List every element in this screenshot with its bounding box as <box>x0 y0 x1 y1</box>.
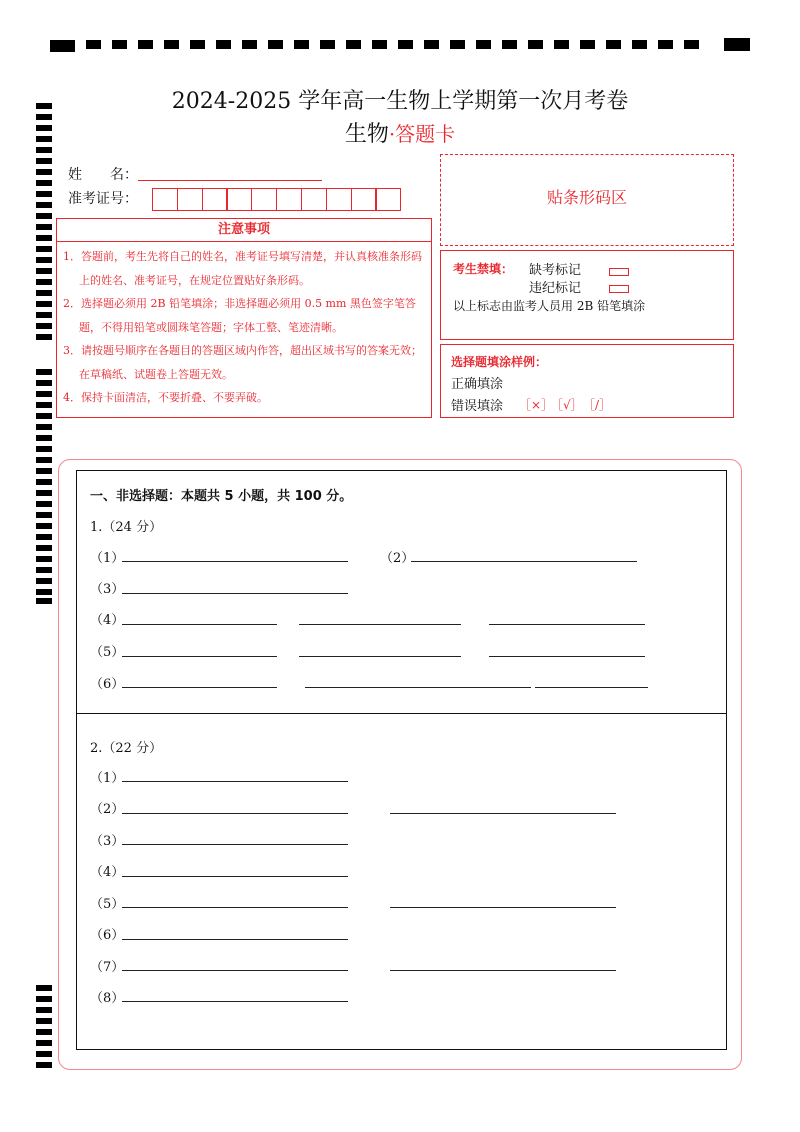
q2-label: 2.（22 分） <box>90 741 163 756</box>
answer-line[interactable] <box>390 813 616 814</box>
answer-line[interactable] <box>122 844 348 845</box>
id-cell[interactable] <box>202 188 228 211</box>
question-divider <box>76 713 727 714</box>
q2-part-label: （2） <box>90 802 125 817</box>
answer-line[interactable] <box>299 656 461 657</box>
answer-line[interactable] <box>390 970 616 971</box>
answer-line[interactable] <box>489 656 645 657</box>
id-cell[interactable] <box>226 188 252 211</box>
notice-item: 1．答题前，考生先将自己的姓名，准考证号填写清楚，并认真核准条形码上的姓名、准考证号，在规定位置贴好条形码。 <box>63 250 422 287</box>
violation-label: 违纪标记 <box>529 281 582 296</box>
banned-title: 考生禁填： <box>453 262 514 276</box>
barcode-area <box>440 154 734 246</box>
section-title: 一、非选择题：本题共 5 小题，共 100 分。 <box>90 489 353 504</box>
banned-box <box>440 250 734 340</box>
name-label: 姓 名： <box>68 167 138 183</box>
notice-item: 3．请按题号顺序在各题目的答题区域内作答，超出区域书写的答案无效；在草稿纸、试题卷上答题无效。 <box>63 344 422 381</box>
answer-line[interactable] <box>122 687 277 688</box>
answer-line[interactable] <box>122 656 277 657</box>
id-cell[interactable] <box>351 188 377 211</box>
notice-heading: 注意事项 <box>57 219 431 242</box>
id-cell[interactable] <box>375 188 401 211</box>
answer-line[interactable] <box>122 813 348 814</box>
answer-line[interactable] <box>390 907 616 908</box>
answer-line[interactable] <box>411 561 637 562</box>
id-cell[interactable] <box>301 188 327 211</box>
wrong-mark-slash: ［/］ <box>583 398 612 412</box>
q2-part-label: （6） <box>90 928 125 943</box>
name-field[interactable] <box>138 180 322 181</box>
id-number-cells[interactable] <box>152 188 400 211</box>
id-cell[interactable] <box>152 188 178 211</box>
q2-part-label: （1） <box>90 771 125 786</box>
q1-part-label: （5） <box>90 645 125 660</box>
wrong-mark-x: ［×］ <box>519 398 554 412</box>
q1-part-label: （1） <box>90 551 125 566</box>
answer-line[interactable] <box>122 624 277 625</box>
answer-line[interactable] <box>122 1001 348 1002</box>
answer-line[interactable] <box>305 687 531 688</box>
q2-part-label: （7） <box>90 960 125 975</box>
subject-label: 生物 <box>344 122 389 147</box>
answer-line[interactable] <box>122 939 348 940</box>
card-subtitle: ·答题卡 <box>388 122 456 146</box>
answer-line[interactable] <box>122 781 348 782</box>
answer-line[interactable] <box>122 876 348 877</box>
answer-line[interactable] <box>535 687 648 688</box>
notice-box <box>56 218 432 418</box>
banned-note: 以上标志由监考人员用 2B 铅笔填涂 <box>453 299 646 313</box>
q1-part-label: （4） <box>90 613 125 628</box>
q1-label: 1.（24 分） <box>90 520 163 535</box>
q2-part-label: （4） <box>90 865 125 880</box>
id-cell[interactable] <box>326 188 352 211</box>
wrong-mark-check: ［√］ <box>551 398 583 412</box>
answer-line[interactable] <box>122 970 348 971</box>
barcode-label: 贴条形码区 <box>546 188 627 207</box>
answer-line[interactable] <box>122 561 348 562</box>
q2-part-label: （5） <box>90 897 125 912</box>
answer-line[interactable] <box>122 907 348 908</box>
q1-part-label: （3） <box>90 582 125 597</box>
correct-label: 正确填涂 <box>451 377 504 392</box>
q2-part-label: （8） <box>90 991 125 1006</box>
card-title <box>0 117 800 148</box>
exam-title: 2024-2025 学年高一生物上学期第一次月考卷 <box>171 89 629 114</box>
id-label: 准考证号： <box>68 191 138 207</box>
absent-label: 缺考标记 <box>529 263 582 278</box>
q1-part-label: （2） <box>380 551 415 566</box>
answer-line[interactable] <box>489 624 645 625</box>
wrong-label: 错误填涂 <box>451 399 504 414</box>
notice-item: 4．保持卡面清洁，不要折叠、不要弄破。 <box>63 391 268 404</box>
q2-part-label: （3） <box>90 834 125 849</box>
id-cell[interactable] <box>177 188 203 211</box>
notice-item: 2．选择题必须用 2B 铅笔填涂；非选择题必须用 0.5 mm 黑色签字笔答题，不得用铅笔或圆珠笔答题；字体工整、笔迹清晰。 <box>63 297 416 334</box>
sample-box <box>440 344 734 418</box>
q1-part-label: （6） <box>90 677 125 692</box>
sample-title: 选择题填涂样例： <box>451 355 548 369</box>
violation-mark[interactable] <box>609 278 629 297</box>
answer-line[interactable] <box>122 593 348 594</box>
notice-list <box>63 245 425 410</box>
id-cell[interactable] <box>251 188 277 211</box>
id-cell[interactable] <box>276 188 302 211</box>
answer-line[interactable] <box>299 624 461 625</box>
